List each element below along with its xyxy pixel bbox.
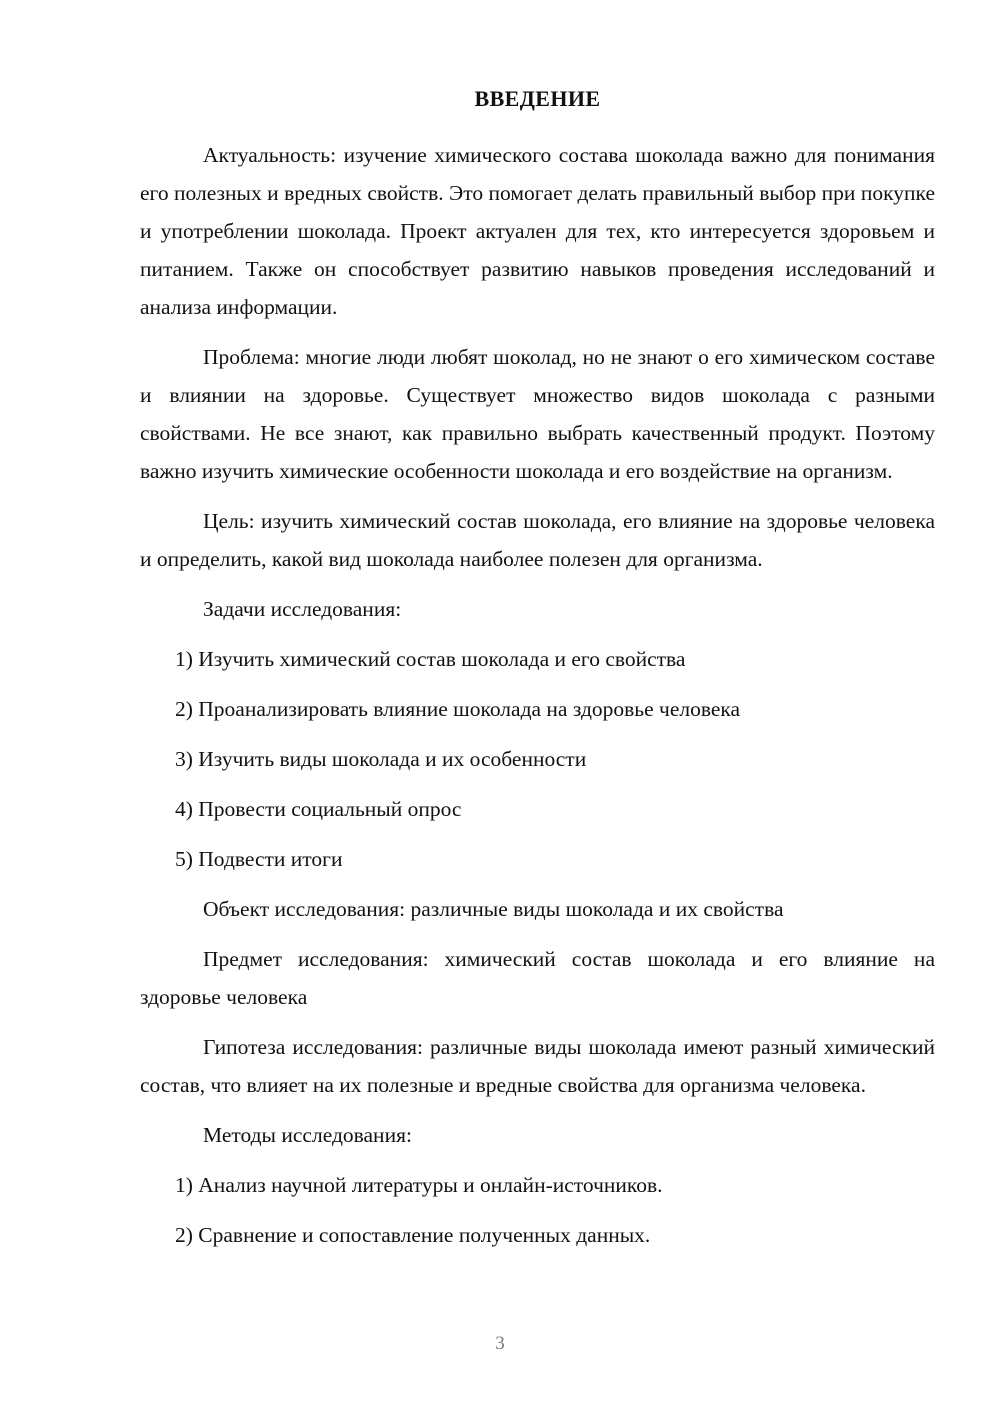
paragraph-goal: Цель: изучить химический состав шоколада, его влияние на здоровье человека и определить, какой вид шоколада наиболее полезен для организма. (140, 509, 935, 572)
list-item: 4) Провести социальный опрос (175, 797, 462, 822)
document-content (140, 86, 935, 1266)
paragraph-relevance: Актуальность: изучение химического состава шоколада важно для понимания его полезных и вредных свойств. Это помогает делать правильный выбор при покупке и употреблении шоколада. Проект актуален для тех, кто интересуется здоровьем и питанием. Также он способствует развитию навыков проведения исследований и анализа информации. (140, 143, 935, 320)
page-title: ВВЕДЕНИЕ (474, 86, 601, 111)
list-item: 5) Подвести итоги (175, 847, 343, 872)
list-item: 1) Изучить химический состав шоколада и его свойства (175, 647, 686, 672)
paragraph-problem: Проблема: многие люди любят шоколад, но не знают о его химическом составе и влиянии на здоровье. Существует множество видов шоколада с разными свойствами. Не все знают, как правильно выбрать качественный продукт. Поэтому важно изучить химические особенности шоколада и его воздействие на организм. (140, 345, 935, 484)
paragraph-object: Объект исследования: различные виды шоколада и их свойства (203, 897, 784, 922)
tasks-heading: Задачи исследования: (203, 597, 402, 622)
methods-heading: Методы исследования: (203, 1123, 412, 1148)
list-item: 1) Анализ научной литературы и онлайн-источников. (175, 1173, 663, 1198)
list-item: 2) Сравнение и сопоставление полученных данных. (175, 1223, 651, 1248)
paragraph-hypothesis: Гипотеза исследования: различные виды шоколада имеют разный химический состав, что влияет на их полезные и вредные свойства для организма человека. (140, 1035, 935, 1098)
list-item: 3) Изучить виды шоколада и их особенности (175, 747, 587, 772)
list-item: 2) Проанализировать влияние шоколада на здоровье человека (175, 697, 741, 722)
paragraph-subject: Предмет исследования: химический состав шоколада и его влияние на здоровье человека (140, 947, 935, 1010)
methods-list (140, 1166, 935, 1254)
page-number: 3 (495, 1333, 505, 1354)
tasks-list (140, 640, 935, 878)
